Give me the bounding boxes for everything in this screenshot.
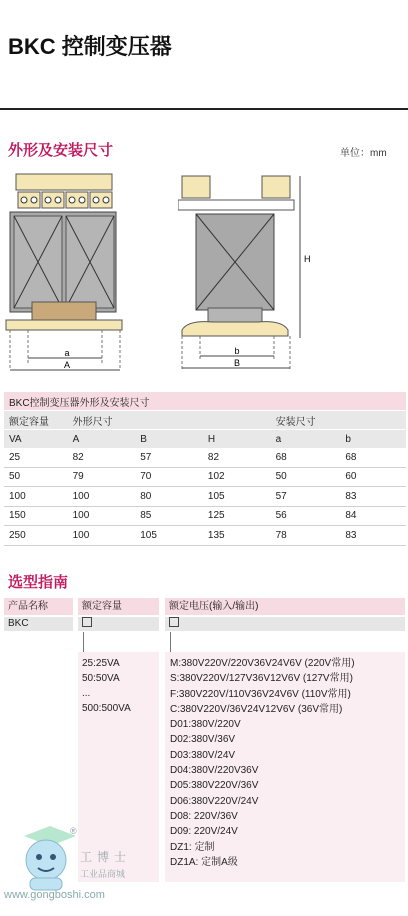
table-column-header: a <box>271 430 341 449</box>
table-cell: 57 <box>271 487 341 507</box>
table-cell: 100 <box>68 506 136 526</box>
table-cell: 100 <box>68 487 136 507</box>
table-cell: 100 <box>4 487 68 507</box>
table-column-header: B <box>135 430 203 449</box>
table-cell: 105 <box>203 487 271 507</box>
voltage-option: D03:380V/24V <box>170 749 236 761</box>
table-cell: 82 <box>203 448 271 467</box>
voltage-option: D06:380V220V/24V <box>170 795 259 807</box>
table-cell: 85 <box>135 506 203 526</box>
table-cell: 250 <box>4 526 68 546</box>
unit-label: 单位：mm <box>340 148 387 159</box>
placeholder-box-icon <box>82 617 92 627</box>
dim-label-a: a <box>64 348 70 358</box>
product-name: BKC <box>4 617 73 631</box>
watermark-url: www.gongboshi.com <box>4 889 105 901</box>
side-view-drawing <box>178 170 318 375</box>
table-cell: 60 <box>340 467 406 487</box>
table-cell: 68 <box>271 448 341 467</box>
connector-line <box>170 632 171 654</box>
placeholder-box-icon <box>169 617 179 627</box>
table-cell: 80 <box>135 487 203 507</box>
table-cell: 84 <box>340 506 406 526</box>
voltage-option: F:380V220V/110V36V24V6V (110V常用) <box>170 688 351 700</box>
table-cell: 68 <box>340 448 406 467</box>
table-group-header: 外形尺寸 <box>68 411 271 430</box>
capacity-option: 50:50VA <box>82 673 120 684</box>
table-cell: 78 <box>271 526 341 546</box>
table-cell: 100 <box>68 526 136 546</box>
table-column-header: A <box>68 430 136 449</box>
voltage-option: D05:380V220V/36V <box>170 780 259 792</box>
connector-line <box>83 632 84 654</box>
voltage-option: DZ1A: 定制A级 <box>170 856 238 868</box>
table-column-header: b <box>340 430 406 449</box>
voltage-option: D08: 220V/36V <box>170 810 238 822</box>
title-divider <box>0 108 408 110</box>
table-cell: 83 <box>340 526 406 546</box>
table-cell: 102 <box>203 467 271 487</box>
table-group-header: 额定容量 <box>4 411 68 430</box>
selection-header-voltage: 额定电压(输入/输出) <box>165 598 405 615</box>
table-cell: 79 <box>68 467 136 487</box>
table-caption: BKC控制变压器外形及安装尺寸 <box>4 392 406 411</box>
table-cell: 125 <box>203 506 271 526</box>
dim-label-H: H <box>304 254 311 264</box>
table-column-header: VA <box>4 430 68 449</box>
selection-header-capacity: 额定容量 <box>78 598 159 615</box>
table-cell: 105 <box>135 526 203 546</box>
voltage-panel <box>165 652 405 882</box>
table-cell: 83 <box>340 487 406 507</box>
table-cell: 50 <box>4 467 68 487</box>
voltage-option: D01:380V/220V <box>170 719 241 731</box>
front-view-drawing <box>4 170 144 375</box>
table-cell: 70 <box>135 467 203 487</box>
voltage-option: C:380V220V/36V24V12V6V (36V常用) <box>170 703 343 715</box>
table-row <box>4 526 406 546</box>
table-cell: 57 <box>135 448 203 467</box>
dimension-table <box>4 392 406 546</box>
capacity-option: 500:500VA <box>82 703 131 714</box>
voltage-option: DZ1: 定制 <box>170 841 215 853</box>
table-column-header: H <box>203 430 271 449</box>
dim-label-B: B <box>233 358 241 368</box>
table-row <box>4 487 406 507</box>
capacity-option: 25:25VA <box>82 658 120 669</box>
table-cell: 135 <box>203 526 271 546</box>
table-cell: 25 <box>4 448 68 467</box>
section-heading-dimensions: 外形及安装尺寸 <box>8 142 114 159</box>
registered-mark: ® <box>70 826 77 836</box>
table-cell: 82 <box>68 448 136 467</box>
dim-label-A: A <box>63 360 71 370</box>
voltage-option: M:380V220V/220V36V24V6V (220V常用) <box>170 658 355 669</box>
table-group-header: 安装尺寸 <box>271 411 406 430</box>
page-title: BKC 控制变压器 <box>8 34 172 59</box>
watermark-subtitle: 工业品商城 <box>80 869 126 879</box>
voltage-option: D09: 220V/24V <box>170 826 238 838</box>
table-cell: 56 <box>271 506 341 526</box>
table-row <box>4 506 406 526</box>
voltage-option: D04:380V/220V36V <box>170 765 259 777</box>
table-row <box>4 467 406 487</box>
table-cell: 150 <box>4 506 68 526</box>
voltage-option: S:380V220V/127V36V12V6V (127V常用) <box>170 673 353 685</box>
capacity-option: ... <box>82 688 91 699</box>
voltage-option: D02:380V/36V <box>170 734 236 746</box>
section-heading-selection: 选型指南 <box>8 574 69 591</box>
table-row <box>4 448 406 467</box>
table-cell: 50 <box>271 467 341 487</box>
voltage-code-box <box>165 617 405 631</box>
capacity-code-box <box>78 617 159 631</box>
selection-header-product: 产品名称 <box>4 598 73 615</box>
watermark-brand: 工博士 <box>80 850 132 864</box>
dim-label-b: b <box>234 346 240 356</box>
